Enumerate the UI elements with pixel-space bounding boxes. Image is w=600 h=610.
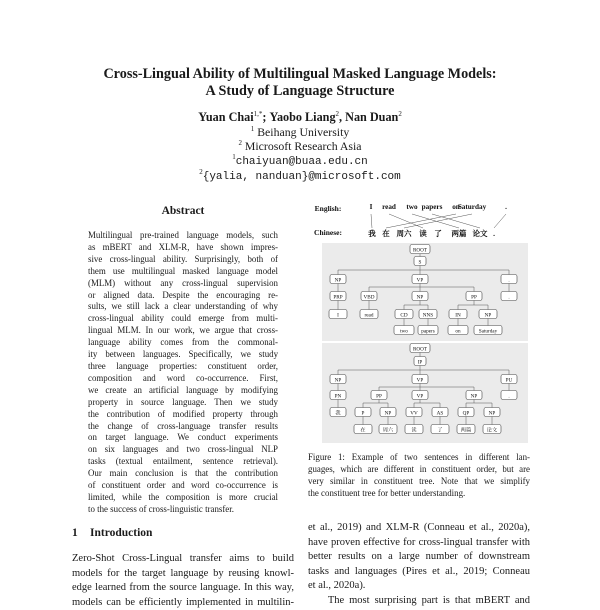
affiliation-name: Microsoft Research Asia <box>245 139 362 153</box>
text-line: language ability comes from the commonal- <box>88 337 278 349</box>
author-name: Nan Duan <box>345 110 398 124</box>
text-line: Zero-Shot Cross-Lingual transfer aims to build <box>72 552 294 567</box>
email[interactable] <box>40 168 560 185</box>
title-line-2: A Study of Language Structure <box>40 83 560 100</box>
paper-title <box>40 66 560 100</box>
tree-node-label: PRP <box>333 294 342 300</box>
text-line: cross-lingual ability could emerge from multi- <box>88 313 278 325</box>
tree-node-label: VP <box>417 393 424 399</box>
english-word: two <box>406 203 418 211</box>
text-line: The most surprising part is that mBERT and <box>308 594 530 609</box>
affiliation-name: Beihang University <box>257 125 349 139</box>
tree-node-label: 周六 <box>383 425 394 433</box>
author-separator: , <box>339 110 342 124</box>
affiliation-superscript: 1 <box>251 125 255 133</box>
text-line: of constituent order and word co-occurrence is <box>88 480 278 492</box>
figure-1 <box>308 196 530 446</box>
author-name: Yaobo Liang <box>270 110 336 124</box>
email-address[interactable]: {yalia, nanduan}@microsoft.com <box>203 171 401 183</box>
text-line: on target language. We conduct experiments <box>88 432 278 444</box>
tree-node-label: 两篇 <box>461 425 471 433</box>
tree-node-label: papers <box>421 328 435 334</box>
tree-edge <box>389 214 423 228</box>
tree-node-label: S <box>419 259 422 265</box>
tree-node-label: two <box>400 328 408 334</box>
tree-node-label: NP <box>471 393 478 399</box>
tree-edge <box>494 214 506 228</box>
text-line: tasks (textual entailment, sentence retrieval). <box>88 456 278 468</box>
email-superscript: 1 <box>232 153 236 161</box>
tree-node-label: 读 <box>411 425 417 433</box>
text-line: lingual MLM. In our work, we argue that cross- <box>88 325 278 337</box>
chinese-word: 周六 <box>397 228 412 238</box>
tree-node-label: 论文 <box>487 425 498 433</box>
tree-edge <box>386 214 456 228</box>
tree-node-label: . <box>508 393 509 399</box>
author-superscript: 2 <box>398 110 402 118</box>
tree-node-label: on <box>455 328 461 334</box>
abstract-body <box>88 230 278 516</box>
text-line: limited, while the composition is more crucial <box>88 492 278 504</box>
text-line: have proven effective for cross-lingual transfer with <box>308 536 530 551</box>
author-list <box>40 110 560 125</box>
text-line: very similar in constituent tree. Note that we simplify <box>308 476 530 488</box>
tree-node-label: 在 <box>360 425 365 433</box>
tree-node-label: PP <box>376 393 382 399</box>
tree-node-label: PN <box>335 393 342 399</box>
tree-node-label: VP <box>417 377 424 383</box>
tree-edge <box>412 214 459 228</box>
english-word: . <box>505 203 507 211</box>
author-separator: ; <box>262 110 266 124</box>
text-line: property in source language. Then we study <box>88 397 278 409</box>
tree-node-label: NP <box>417 294 424 300</box>
text-line: we create an artificial language by modifying <box>88 385 278 397</box>
text-line: Multilingual pre-trained language models, such <box>88 230 278 242</box>
affiliation <box>40 139 560 154</box>
email-address[interactable]: chaiyuan@buaa.edu.cn <box>236 156 368 168</box>
figure-caption <box>308 452 530 500</box>
tree-node-label: VV <box>410 410 418 416</box>
text-line: edge learned from the source language. In this way, <box>72 581 294 596</box>
chinese-word: . <box>493 229 495 238</box>
tree-node-label: NNS <box>423 312 433 318</box>
text-line: them use multilingual masked language model <box>88 266 278 278</box>
text-line: Figure 1: Example of two sentences in different lan- <box>308 452 530 464</box>
text-line: models can be efficiently implemented in multilin- <box>72 596 294 610</box>
section-heading <box>72 527 152 539</box>
tree-node-label: VP <box>417 277 424 283</box>
text-line: et al., 2019) and XLM-R (Conneau et al., 2020a), <box>308 521 530 536</box>
tree-edge <box>371 214 372 228</box>
tree-node-label: PU <box>506 377 513 383</box>
text-line: the change of cross-language transfer results <box>88 421 278 433</box>
tree-node-label: P <box>362 410 365 416</box>
tree-node-label: Saturday <box>479 328 498 334</box>
text-line: models for the target language by reusing knowl- <box>72 567 294 582</box>
english-word: on <box>452 203 460 211</box>
email-superscript: 2 <box>199 168 203 176</box>
tree-node-label: IP <box>418 359 423 365</box>
text-line: et al., 2020a). <box>308 579 530 594</box>
text-line: ity between languages. Specifically, we study <box>88 349 278 361</box>
english-word: Saturday <box>458 203 487 211</box>
section-number: 1 <box>72 527 90 539</box>
chinese-word: 两篇 <box>452 228 467 238</box>
tree-node-label: NP <box>335 277 342 283</box>
text-line: tasks and languages (Pires et al., 2019; Conneau <box>308 565 530 580</box>
affiliation-superscript: 2 <box>238 139 242 147</box>
constituent-tree-figure <box>308 196 530 446</box>
tree-node-label: PP <box>471 294 477 300</box>
chinese-label: Chinese: <box>314 228 342 237</box>
tree-node-label: . <box>508 294 509 300</box>
section-title: Introduction <box>90 527 152 539</box>
text-line: sults, we still lack a clear understanding of why <box>88 301 278 313</box>
english-label: English: <box>315 204 342 213</box>
text-line: composition and word co-occurrence. First, <box>88 373 278 385</box>
tree-node-label: NP <box>385 410 392 416</box>
chinese-word: 论文 <box>473 228 488 238</box>
text-line: as mBERT and XLM-R, have shown impres- <box>88 242 278 254</box>
english-word: I <box>370 203 373 211</box>
title-line-1: Cross-Lingual Ability of Multilingual Masked Language Models: <box>40 66 560 83</box>
tree-edge <box>404 214 472 228</box>
tree-node-label: 了 <box>437 425 442 433</box>
author-superscript: 1,* <box>254 110 263 118</box>
tree-node-label: I <box>337 312 339 318</box>
author-superscript: 2 <box>336 110 340 118</box>
text-line: Our main conclusion is that the contribution <box>88 468 278 480</box>
text-line: or aligned data. Despite the encouraging re- <box>88 290 278 302</box>
tree-node-label: ROOT <box>413 346 428 352</box>
author-name: Yuan Chai <box>198 110 253 124</box>
tree-node-label: read <box>365 312 374 318</box>
text-line: on six languages and two cross-lingual NLP <box>88 444 278 456</box>
text-line: (MLM) without any cross-lingual supervision <box>88 278 278 290</box>
tree-node-label: NP <box>335 377 342 383</box>
tree-node-label: 我 <box>335 408 340 416</box>
right-column-text <box>308 521 530 608</box>
english-word: papers <box>422 203 443 211</box>
tree-node-label: . <box>508 277 509 283</box>
tree-node-label: CD <box>400 312 407 318</box>
english-word: read <box>382 203 396 211</box>
chinese-word: 在 <box>382 228 390 238</box>
abstract-heading: Abstract <box>88 205 278 217</box>
text-line: the constituent tree for better understanding. <box>308 488 530 500</box>
tree-node-label: IN <box>455 312 461 318</box>
text-line: guages, which are different in constituent order, but are <box>308 464 530 476</box>
text-line: to the success of cross-linguistic transfer. <box>88 504 278 516</box>
tree-node-label: QP <box>463 410 470 416</box>
text-line: sive cross-lingual ability. Surprisingly, both of <box>88 254 278 266</box>
text-line: the contribution of modified property through <box>88 409 278 421</box>
tree-node-label: VBD <box>364 294 375 300</box>
chinese-word: 了 <box>434 229 442 238</box>
tree-node-label: NP <box>489 410 496 416</box>
tree-node-label: ROOT <box>413 247 428 253</box>
tree-node-label: AS <box>437 410 444 416</box>
intro-paragraph <box>72 552 294 610</box>
affiliation <box>40 125 560 140</box>
text-line: three language properties: constituent order, <box>88 361 278 373</box>
tree-node-label: NP <box>485 312 492 318</box>
text-line: better results on a large number of downstream <box>308 550 530 565</box>
chinese-word: 我 <box>368 228 376 238</box>
chinese-word: 读 <box>419 228 427 238</box>
